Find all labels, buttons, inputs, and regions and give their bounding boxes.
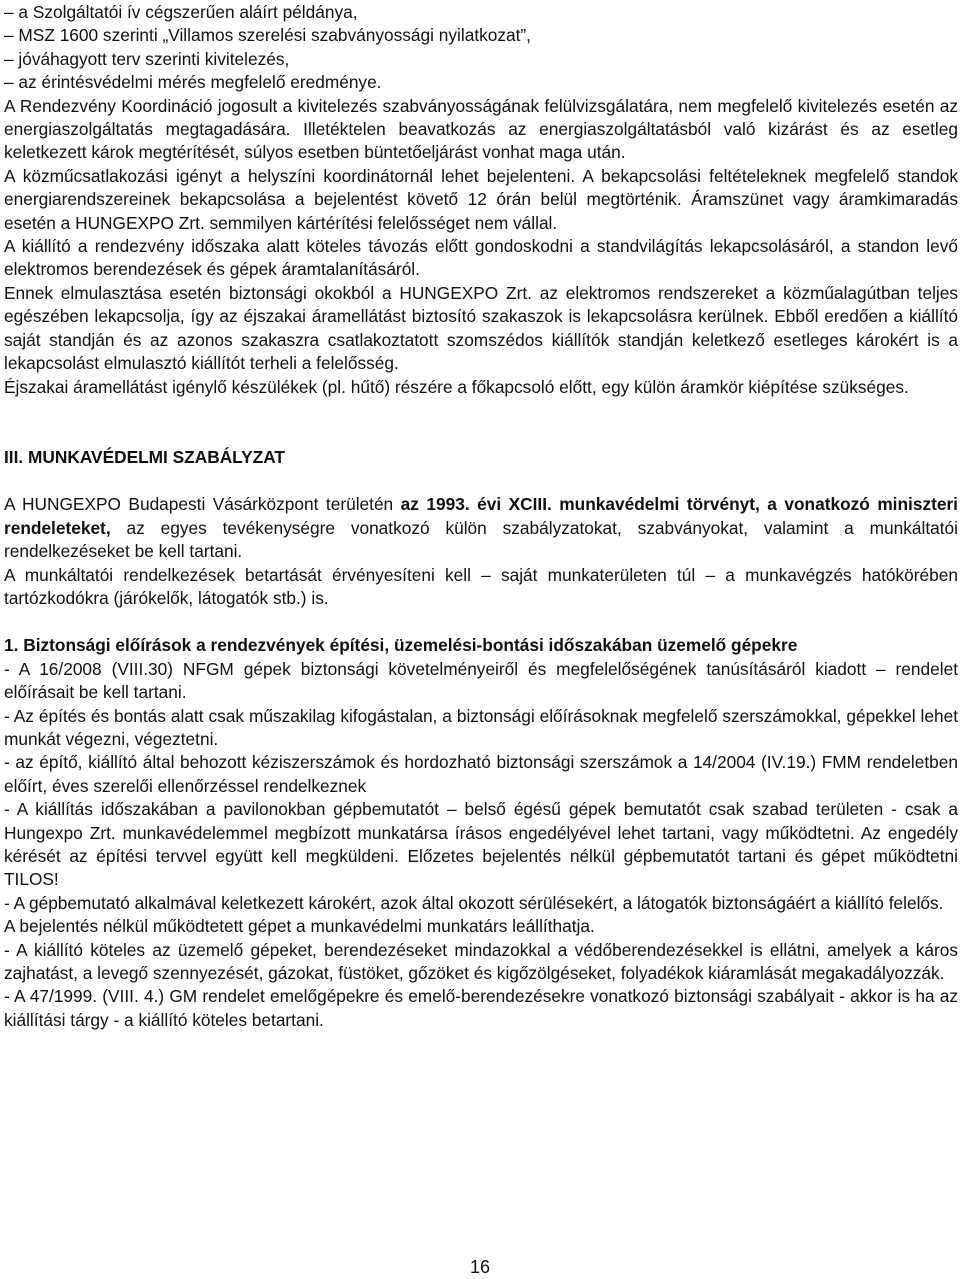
intro-text: A HUNGEXPO Budapesti Vásárközpont területén — [4, 494, 401, 515]
section-title: III. MUNKAVÉDELMI SZABÁLYZAT — [4, 446, 285, 467]
paragraph: - A 16/2008 (VIII.30) NFGM gépek biztonsági követelményeiről és megfelelőségének tanúsításáról kiadott – rendelet előírásait be kell tartani. — [4, 658, 958, 703]
paragraph: - A 47/1999. (VIII. 4.) GM rendelet emelőgépekre és emelő-berendezésekre vonatkozó biztonsági szabályait - akkor is ha az kiállítási tárgy - a kiállító köteles betartani. — [4, 986, 958, 1030]
list-item: – a Szolgáltatói ív cégszerűen aláírt példánya, — [4, 2, 358, 22]
document-body — [4, 1, 958, 1032]
spacer — [4, 399, 958, 446]
spacer — [4, 610, 958, 634]
intro-bold-text: az 1993. évi XCIII. munkavédelmi törvényt, a vonatkozó miniszteri rendeleteket, — [4, 494, 958, 538]
list-item: – az érintésvédelmi mérés megfelelő eredménye. — [4, 72, 382, 93]
intro-paragraph — [4, 493, 958, 563]
spacer — [4, 469, 958, 493]
intro-text: az egyes tevékenységre vonatkozó külön szabályzatokat, szabványokat, valamint a munkáltatói rendelkezéseket be kell tartani. — [4, 517, 958, 562]
paragraph: A bejelentés nélkül működtetett gépet a munkavédelmi munkatárs leállíthatja. — [4, 916, 595, 937]
list-item: – MSZ 1600 szerinti „Villamos szerelési szabványossági nyilatkozat”, — [4, 25, 531, 46]
paragraph: Éjszakai áramellátást igénylő készülékek (pl. hűtő) részére a főkapcsoló előtt, egy külön áramkör kiépítése szükséges. — [4, 376, 909, 397]
paragraph: - Az építés és bontás alatt csak műszakilag kifogástalan, a biztonsági előírásoknak megfelelő szerszámokkal, gépekkel lehet munkát végezni, végeztetni. — [4, 705, 958, 749]
list-item: – jóváhagyott terv szerinti kivitelezés, — [4, 48, 290, 69]
paragraph: - az építő, kiállító által behozott kéziszerszámok és hordozható biztonsági szerszámok a 14/2004 (IV.19.) FMM rendeletben előírt, éves szerelői ellenőrzéssel rendelkeznek — [4, 752, 958, 796]
paragraph: A munkáltatói rendelkezések betartását érvényesíteni kell – saját munkaterületen túl – a munkavégzés hatókörében tartózkodókra (járókelők, látogatók stb.) is. — [4, 564, 958, 608]
subsection-title: 1. Biztonsági előírások a rendezvények építési, üzemelési-bontási időszakában üzemelő gépekre — [4, 635, 798, 656]
paragraph: - A kiállító köteles az üzemelő gépeket, berendezéseket mindazokkal a védőberendezésekkel is ellátni, amelyek a káros zajhatást, a levegő szennyezését, gázokat, füstöket, gőzöket és kigőzölgéseket, folyadékok kiáramlását megakadályozzák. — [4, 939, 958, 984]
paragraph: - A gépbemutató alkalmával keletkezett károkért, azok által okozott sérülésekért, a látogatók biztonságáért a kiállító felelős. — [4, 892, 944, 913]
paragraph: Ennek elmulasztása esetén biztonsági okokból a HUNGEXPO Zrt. az elektromos rendszereket a közműalagútban teljes egészében lekapcsolja, így az éjszakai áramellátást biztosító szakaszok is lekapcsolásra kerülnek. Ebből eredően a kiállító saját standján és az azonos szakaszra csatlakoztatott szomszédos kiállítók standján keletkező esetleges károkért is a lekapcsolást elmulasztó kiállítót terheli a felelősség. — [4, 282, 958, 374]
page-number: 16 — [469, 1257, 491, 1277]
paragraph: - A kiállítás időszakában a pavilonokban gépbemutatót – belső égésű gépek bemutatót csak szabad területen - csak a Hungexpo Zrt. munkavédelemmel megbízott munkatársa írásos engedélyével lehet tartani, vagy működtetni. Az engedély kérését az építési tervvel együtt kell megküldeni. Előzetes bejelentés nélkül gépbemutatót tartani és gépet működtetni TILOS! — [4, 799, 958, 890]
paragraph: A közműcsatlakozási igényt a helyszíni koordinátornál lehet bejelenteni. A bekapcsolási feltételeknek megfelelő standok energiarendszereinek bekapcsolása a bejelentést követő 12 órán belül megtörténik. Áramszünet vagy áramkimaradás esetén a HUNGEXPO Zrt. semmilyen kártérítési felelősséget nem vállal. — [4, 165, 958, 233]
paragraph: A Rendezvény Koordináció jogosult a kivitelezés szabványosságának felülvizsgálatára, nem megfelelő kivitelezés esetén az energiaszolgáltatás megtagadására. Illetéktelen beavatkozás az energiaszolgáltatásból való kizárást és az esetleg keletkezett károk megtérítését, súlyos esetben büntetőeljárást vonhat maga után. — [4, 95, 958, 163]
paragraph: A kiállító a rendezvény időszaka alatt köteles távozás előtt gondoskodni a standvilágítás lekapcsolásáról, a standon levő elektromos berendezések és gépek áramtalanításáról. — [4, 236, 958, 280]
